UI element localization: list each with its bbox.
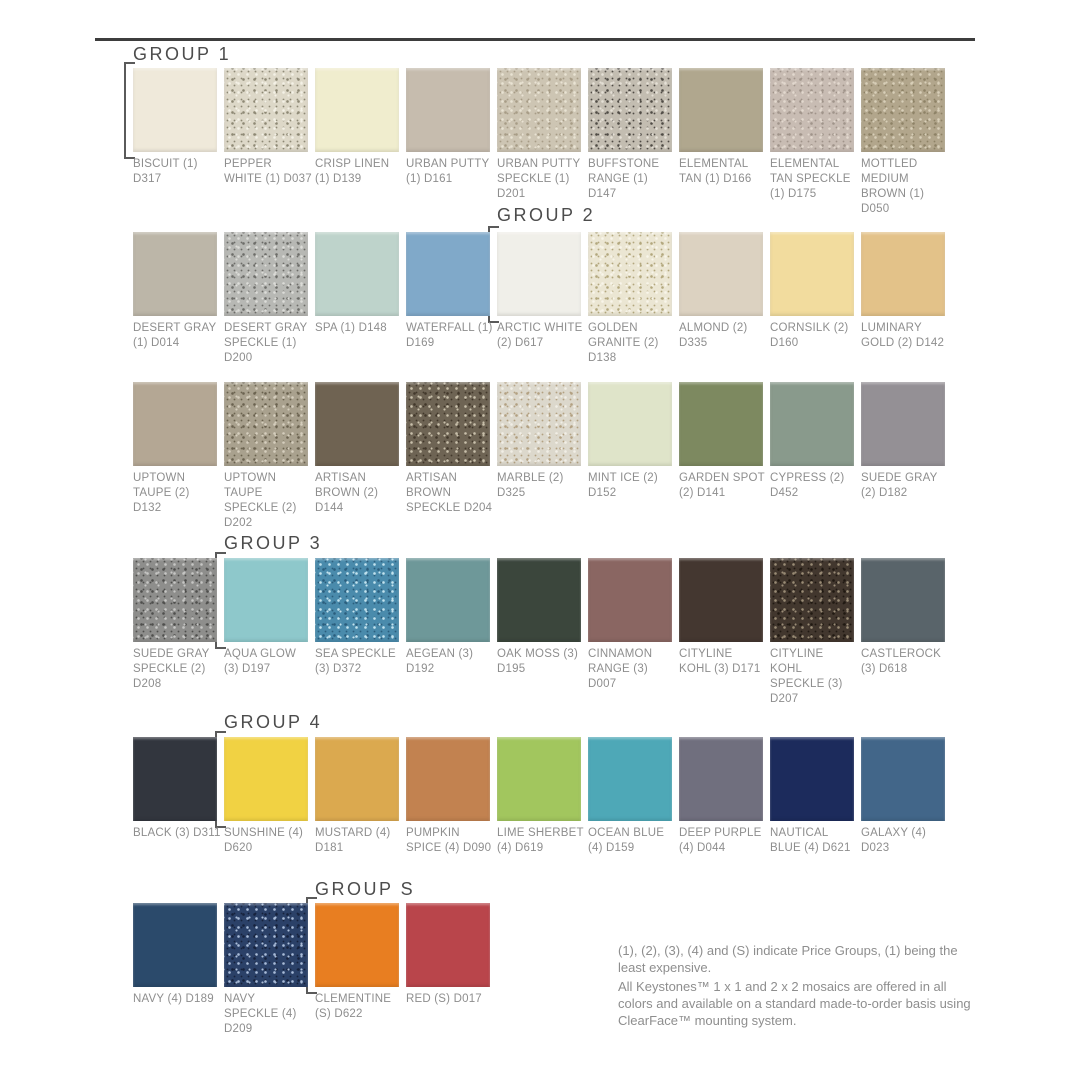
swatch-cell — [679, 558, 769, 677]
color-tile-d317[interactable] — [133, 68, 217, 152]
color-tile-d166[interactable] — [679, 68, 763, 152]
swatch-cell — [497, 737, 587, 856]
swatch-label: GOLDEN GRANITE (2) D138 — [588, 322, 659, 364]
footnote-line-1: (1), (2), (3), (4) and (S) indicate Price Groups, (1) being the least expensive. — [618, 943, 958, 975]
swatch-label: DESERT GRAY SPECKLE (1) D200 — [224, 322, 308, 364]
swatch-label: URBAN PUTTY SPECKLE (1) D201 — [497, 158, 581, 200]
swatch-label: BISCUIT (1) D317 — [133, 158, 198, 185]
swatch-cell — [861, 558, 951, 677]
swatch-cell — [133, 68, 223, 187]
swatch-label: MOTTLED MEDIUM BROWN (1) D050 — [861, 158, 925, 215]
color-tile-d142[interactable] — [861, 232, 945, 316]
swatch-label: ALMOND (2) D335 — [679, 322, 748, 349]
swatch-label: LUMINARY GOLD (2) D142 — [861, 322, 945, 349]
color-tile-d619[interactable] — [497, 737, 581, 821]
color-tile-d621[interactable] — [770, 737, 854, 821]
color-tile-d169[interactable] — [406, 232, 490, 316]
color-tile-d161[interactable] — [406, 68, 490, 152]
swatch-cell — [315, 903, 405, 1022]
swatch-cell — [770, 382, 860, 501]
swatch-label: ARCTIC WHITE (2) D617 — [497, 322, 583, 349]
group-header-group-s: GROUP S — [315, 879, 416, 899]
swatch-label: SUEDE GRAY SPECKLE (2) D208 — [133, 648, 210, 690]
color-tile-d209[interactable] — [224, 903, 308, 987]
swatch-cell — [315, 232, 405, 336]
swatch-cell — [315, 737, 405, 856]
swatch-cell — [406, 232, 496, 351]
swatch-cell — [133, 558, 223, 692]
group-header-group-2: GROUP 2 — [497, 205, 596, 225]
swatch-label: MINT ICE (2) D152 — [588, 472, 658, 499]
swatch-cell — [588, 558, 678, 692]
swatch-cell — [224, 558, 314, 677]
color-tile-d144[interactable] — [315, 382, 399, 466]
swatch-cell — [770, 232, 860, 351]
swatch-cell — [133, 232, 223, 351]
color-tile-d181[interactable] — [315, 737, 399, 821]
swatch-cell — [406, 737, 496, 856]
color-tile-d311[interactable] — [133, 737, 217, 821]
swatch-cell — [679, 232, 769, 351]
swatch-cell — [770, 68, 860, 202]
color-tile-d132[interactable] — [133, 382, 217, 466]
swatch-label: CRISP LINEN (1) D139 — [315, 158, 390, 185]
swatch-label: ELEMENTAL TAN (1) D166 — [679, 158, 752, 185]
color-tile-d620[interactable] — [224, 737, 308, 821]
swatch-cell — [224, 232, 314, 366]
swatch-label: CITYLINE KOHL (3) D171 — [679, 648, 761, 675]
color-tile-d618[interactable] — [861, 558, 945, 642]
swatch-label: SEA SPECKLE (3) D372 — [315, 648, 396, 675]
swatch-label: PUMPKIN SPICE (4) D090 — [406, 827, 492, 854]
swatch-cell — [406, 558, 496, 677]
color-tile-d141[interactable] — [679, 382, 763, 466]
swatch-label: CYPRESS (2) D452 — [770, 472, 845, 499]
swatch-label: UPTOWN TAUPE SPECKLE (2) D202 — [224, 472, 297, 529]
swatch-label: NAVY (4) D189 — [133, 993, 214, 1005]
color-tile-d017[interactable] — [406, 903, 490, 987]
swatch-cell — [861, 68, 951, 217]
swatch-label: URBAN PUTTY (1) D161 — [406, 158, 490, 185]
swatch-label: NAVY SPECKLE (4) D209 — [224, 993, 297, 1035]
color-tile-d182[interactable] — [861, 382, 945, 466]
swatch-cell — [588, 68, 678, 202]
color-tile-d044[interactable] — [679, 737, 763, 821]
color-tile-d147[interactable] — [588, 68, 672, 152]
swatch-cell — [133, 903, 223, 1007]
color-tile-d372[interactable] — [315, 558, 399, 642]
color-tile-d204[interactable] — [406, 382, 490, 466]
swatch-cell — [315, 68, 405, 187]
swatch-cell — [770, 737, 860, 856]
swatch-label: NAUTICAL BLUE (4) D621 — [770, 827, 851, 854]
swatch-label: DEEP PURPLE (4) D044 — [679, 827, 762, 854]
color-tile-d452[interactable] — [770, 382, 854, 466]
swatch-label: RED (S) D017 — [406, 993, 482, 1005]
footnote-line-2: All Keystones™ 1 x 1 and 2 x 2 mosaics are offered in all colors and available on a standard made-to-order basis using ClearFace™ mounting system. — [618, 979, 971, 1028]
swatch-cell — [224, 903, 314, 1037]
color-tile-d171[interactable] — [679, 558, 763, 642]
swatch-label: SUEDE GRAY (2) D182 — [861, 472, 938, 499]
swatch-cell — [133, 382, 223, 516]
color-tile-d139[interactable] — [315, 68, 399, 152]
swatch-cell — [588, 232, 678, 366]
swatch-cell — [679, 737, 769, 856]
swatch-label: ELEMENTAL TAN SPECKLE (1) D175 — [770, 158, 851, 200]
swatch-cell — [315, 558, 405, 677]
swatch-label: AQUA GLOW (3) D197 — [224, 648, 297, 675]
color-tile-d037[interactable] — [224, 68, 308, 152]
color-tile-d159[interactable] — [588, 737, 672, 821]
color-tile-d622[interactable] — [315, 903, 399, 987]
color-tile-d152[interactable] — [588, 382, 672, 466]
swatch-label: DESERT GRAY (1) D014 — [133, 322, 217, 349]
swatch-cell — [224, 382, 314, 531]
swatch-label: ARTISAN BROWN SPECKLE D204 — [406, 472, 493, 514]
color-tile-d014[interactable] — [133, 232, 217, 316]
color-tile-d195[interactable] — [497, 558, 581, 642]
swatch-cell — [770, 558, 860, 707]
swatch-label: LIME SHERBET (4) D619 — [497, 827, 584, 854]
color-tile-d201[interactable] — [497, 68, 581, 152]
swatch-cell — [406, 903, 496, 1007]
color-tile-d208[interactable] — [133, 558, 217, 642]
swatch-cell — [224, 68, 314, 187]
color-tile-d160[interactable] — [770, 232, 854, 316]
swatch-cell — [133, 737, 223, 841]
swatch-label: BLACK (3) D311 — [133, 827, 221, 839]
swatch-label: OAK MOSS (3) D195 — [497, 648, 578, 675]
color-tile-d175[interactable] — [770, 68, 854, 152]
group-header-group-3: GROUP 3 — [224, 533, 323, 553]
color-tile-d090[interactable] — [406, 737, 490, 821]
swatch-cell — [406, 68, 496, 187]
swatch-label: PEPPER WHITE (1) D037 — [224, 158, 312, 185]
color-tile-d200[interactable] — [224, 232, 308, 316]
swatch-cell — [861, 737, 951, 856]
color-tile-d335[interactable] — [679, 232, 763, 316]
swatch-label: CLEMENTINE (S) D622 — [315, 993, 392, 1020]
swatch-cell — [861, 232, 951, 351]
price-group-footnote — [618, 942, 980, 1029]
swatch-cell — [497, 232, 587, 351]
swatch-cell — [497, 558, 587, 677]
swatch-cell — [406, 382, 496, 516]
swatch-cell — [315, 382, 405, 516]
group-header-group-1: GROUP 1 — [133, 44, 232, 64]
color-tile-d617[interactable] — [497, 232, 581, 316]
swatch-label: OCEAN BLUE (4) D159 — [588, 827, 665, 854]
swatch-label: GALAXY (4) D023 — [861, 827, 927, 854]
swatch-cell — [679, 382, 769, 501]
swatch-cell — [588, 382, 678, 501]
swatch-label: ARTISAN BROWN (2) D144 — [315, 472, 379, 514]
swatch-cell — [679, 68, 769, 187]
swatch-label: UPTOWN TAUPE (2) D132 — [133, 472, 190, 514]
swatch-cell — [861, 382, 951, 501]
color-tile-d325[interactable] — [497, 382, 581, 466]
swatch-label: CORNSILK (2) D160 — [770, 322, 849, 349]
swatch-cell — [224, 737, 314, 856]
swatch-cell — [497, 68, 587, 202]
color-tile-d023[interactable] — [861, 737, 945, 821]
swatch-label: CINNAMON RANGE (3) D007 — [588, 648, 653, 690]
group-header-group-4: GROUP 4 — [224, 712, 323, 732]
swatch-label: MARBLE (2) D325 — [497, 472, 564, 499]
color-tile-d202[interactable] — [224, 382, 308, 466]
color-tile-d007[interactable] — [588, 558, 672, 642]
color-tile-d197[interactable] — [224, 558, 308, 642]
swatch-label: BUFFSTONE RANGE (1) D147 — [588, 158, 660, 200]
color-tile-d192[interactable] — [406, 558, 490, 642]
color-tile-d148[interactable] — [315, 232, 399, 316]
swatch-cell — [588, 737, 678, 856]
color-tile-d189[interactable] — [133, 903, 217, 987]
swatch-label: GARDEN SPOT (2) D141 — [679, 472, 765, 499]
color-tile-d207[interactable] — [770, 558, 854, 642]
swatch-label: WATERFALL (1) D169 — [406, 322, 493, 349]
color-tile-d138[interactable] — [588, 232, 672, 316]
swatch-label: SPA (1) D148 — [315, 322, 387, 334]
swatch-label: MUSTARD (4) D181 — [315, 827, 391, 854]
color-tile-d050[interactable] — [861, 68, 945, 152]
swatch-label: CASTLEROCK (3) D618 — [861, 648, 941, 675]
swatch-label: SUNSHINE (4) D620 — [224, 827, 304, 854]
swatch-cell — [497, 382, 587, 501]
swatch-label: CITYLINE KOHL SPECKLE (3) D207 — [770, 648, 843, 705]
swatch-label: AEGEAN (3) D192 — [406, 648, 474, 675]
